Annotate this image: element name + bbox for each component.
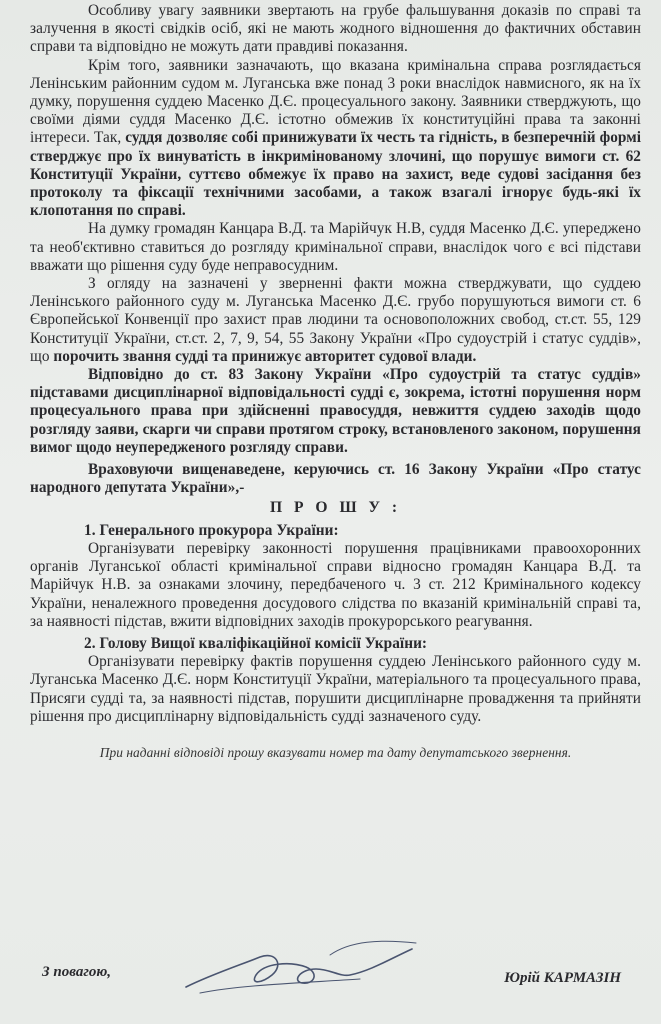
request-2-text: Організувати перевірку фактів порушення суддею Ленінського районного суду м. Луганська Масенко Д.Є. норм Конституції України, матеріального та процесуального права, Присяги судді та, за наявності підстав, порушити дисциплінарне провадження та прийняти рішення про дисциплінарну відповідальність судді зазначеного суду. <box>30 653 641 725</box>
paragraph-case-delay <box>30 57 641 221</box>
request-2-heading: 2. Голову Вищої кваліфікаційної комісії України: <box>84 634 428 652</box>
signer-name: Юрій КАРМАЗІН <box>504 970 621 986</box>
paragraph-case-delay-bold: суддя дозволяє собі принижувати їх честь та гідність, в безперечній формі стверджує про їх винуватість в інкримінованому злочині, що порушує вимоги ст. 62 Конституції України, суттєво обмежує їх право на захист, веде судові засідання без протоколу та фіксації технічними засобами, а також взагалі ігнорує будь-які їх клопотання по справі. <box>30 129 641 220</box>
closing-phrase: З повагою, <box>42 964 112 980</box>
paragraph-violations-regular: З огляду на зазначені у зверненні факти можна стверджувати, що суддею Ленінського районного суду м. Луганська Масенко Д.Є. грубо порушуються вимоги ст. 6 Європейської Конвенції про захист прав людини та основоположних свобод, ст.ст. 55, 129 Конституції України, ст.ст. 2, 7, 9, 54, 55 Закону України «Про судоустрій і статус суддів», що <box>30 275 641 365</box>
letter-body <box>30 0 641 762</box>
paragraph-evidence-falsification: Особливу увагу заявники звертають на грубе фальшування доказів по справі та залучення в якості свідків осіб, які не мають жодного відношення до фактичних обставин справи та відповідно не можуть дати правдиві показання. <box>30 2 641 56</box>
paragraph-case-delay-regular: Крім того, заявники зазначають, що вказана кримінальна справа розглядається Ленінським районним судом м. Луганська вже понад 3 роки внаслідок навмисного, як на їх думку, порушення суддею Масенко Д.Є. процесуального закону. Заявники стверджують, що своїми діями суддя Масенко Д.Є. істотно обмежив їх конституційні права та законні інтереси. Так, <box>30 56 641 147</box>
paragraph-article-83: Відповідно до ст. 83 Закону України «Про судоустрій та статус суддів» підставами дисциплінарної відповідальності судді є, зокрема, істотні порушення норм процесуального права при здійсненні правосуддя, невжиття суддею заходів щодо розгляду заяви, скарги чи справи протягом строку, встановленого законом, порушення вимог щодо неупередженого розгляду справи. <box>30 366 641 456</box>
request-1-text: Організувати перевірку законності порушення працівниками правоохоронних органів Луганської області кримінальної справи відносно громадян Канцара В.Д. та Марійчук Н.В. за ознаками злочину, передбаченого ч. 3 ст. 212 Кримінального кодексу України, неналежного проведення досудового слідства по вказаній кримінальній справі та, за наявності підстав, вжити відповідних заходів прокурорського реагування. <box>30 539 641 630</box>
handwritten-signature-icon <box>180 935 420 1005</box>
paragraph-violations <box>30 275 641 366</box>
paragraph-pursuant: Враховуючи вищенаведене, керуючись ст. 16 Закону України «Про статус народного депутата України»,- <box>30 461 641 497</box>
paragraph-citizens-opinion: На думку громадян Канцара В.Д. та Марійчук Н.В, суддя Масенко Д.Є. упереджено та необ'єктивно ставиться до розгляду кримінальної справи, внаслідок чого є всі підстави вважати що рішення суду буде неправосудним. <box>30 220 641 274</box>
reply-note: При наданні відповіді прошу вказувати номер та дату депутатського звернення. <box>99 744 572 760</box>
request-1-heading: 1. Генерального прокурора України: <box>84 521 339 539</box>
paragraph-violations-bold: порочить звання судді та принижує авторитет судової влади. <box>53 347 477 365</box>
proshu-heading: П Р О Ш У : <box>269 499 402 517</box>
